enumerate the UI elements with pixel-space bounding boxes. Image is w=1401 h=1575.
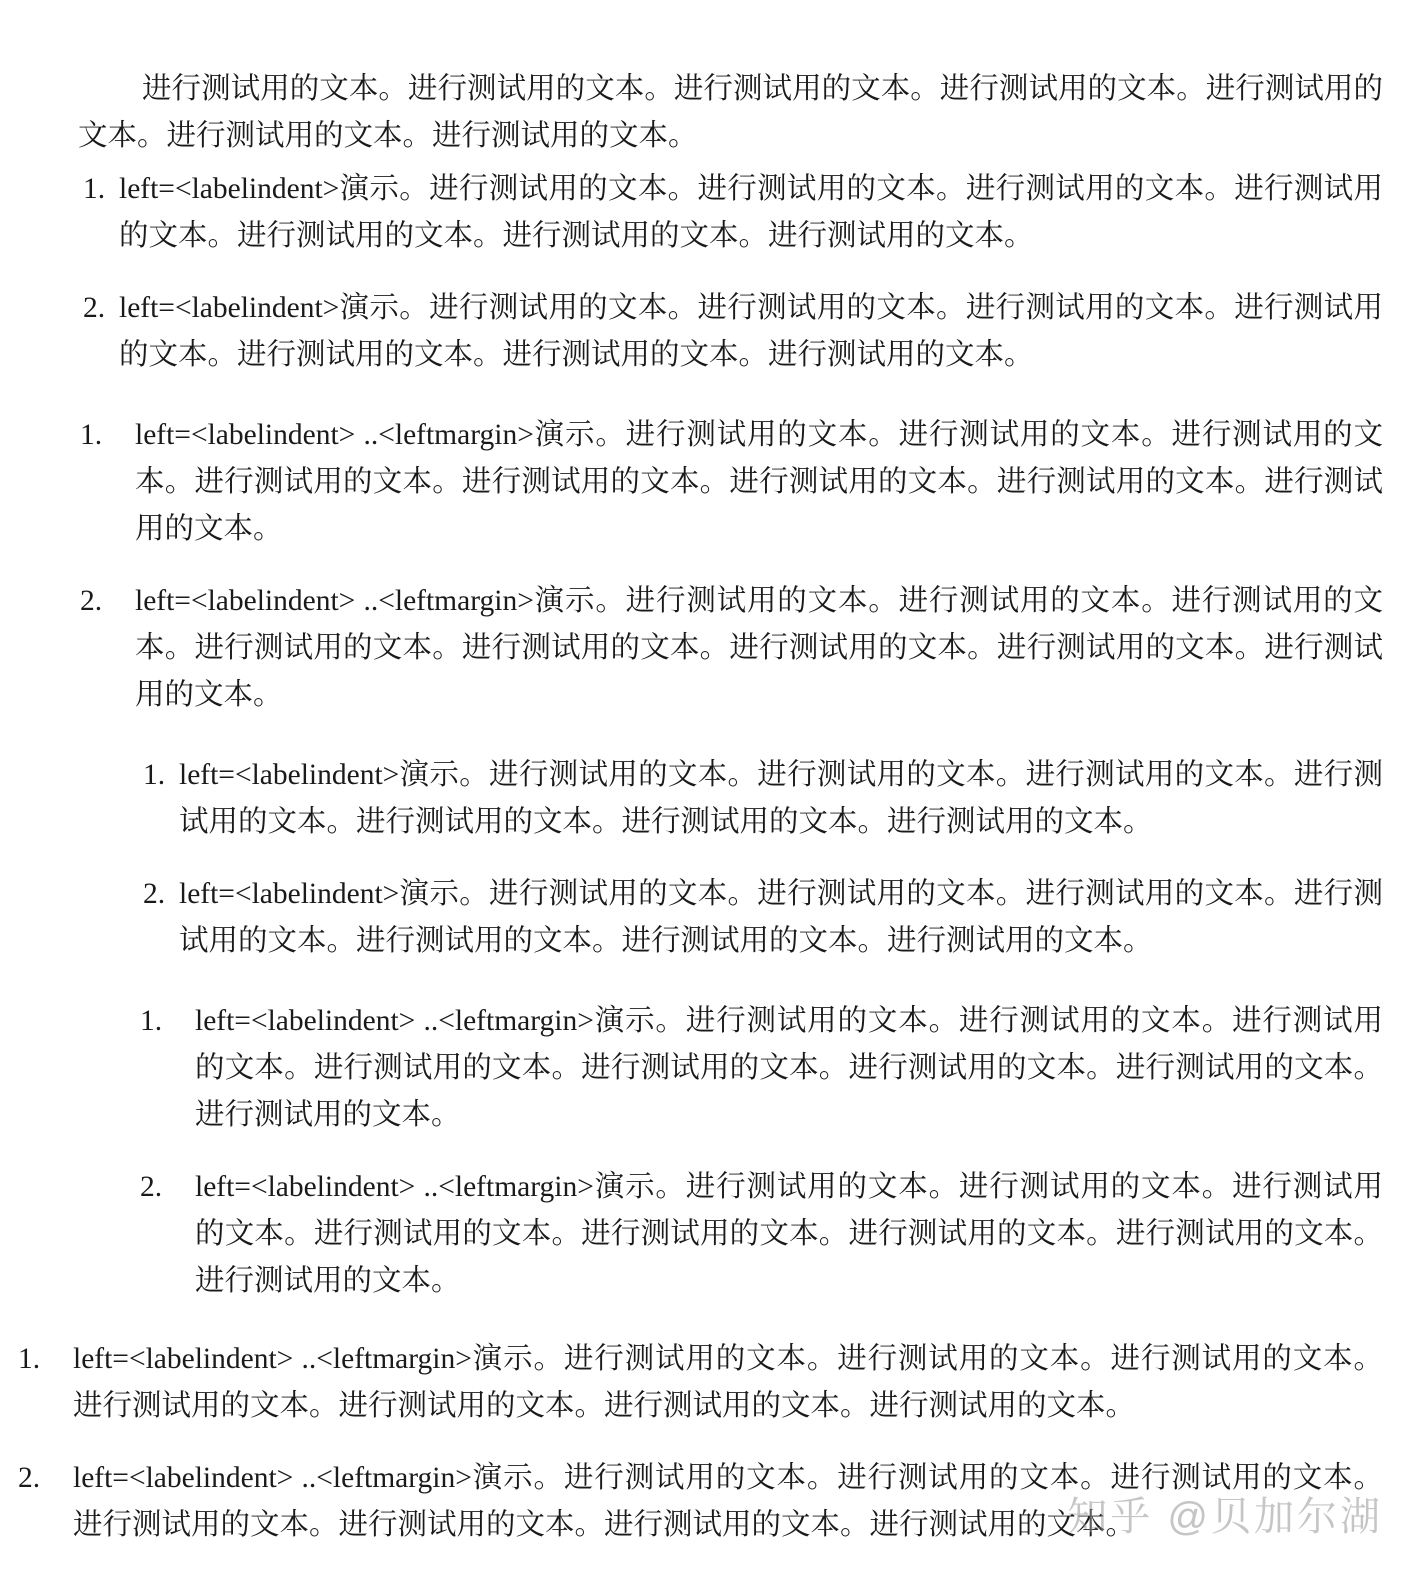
list-item-body [119,285,1383,379]
tag-labelindent: left=<labelindent> [179,759,400,791]
list-group-leftmargin-level2 [140,998,1383,1305]
list-marker: 2. [18,1462,41,1494]
list-marker: 2. [80,585,103,617]
list-item-text: 演示。进行测试用的文本。进行测试用的文本。进行测试用的文本。进行测试用的文本。进行测试用的文本。进行测试用的文本。进行测试用的文本。进行测试用的文本。 [195,1005,1383,1131]
list-group-leftmargin-level1 [80,412,1383,719]
list-item [18,1336,1383,1430]
list-marker: 2. [140,1171,163,1203]
tag-labelindent: left=<labelindent> [179,878,400,910]
list-item-text: 演示。进行测试用的文本。进行测试用的文本。进行测试用的文本。进行测试用的文本。进行测试用的文本。进行测试用的文本。进行测试用的文本。进行测试用的文本。 [135,585,1383,711]
list-item [143,871,1383,965]
list-item-body [135,412,1383,553]
list-item-text: 演示。进行测试用的文本。进行测试用的文本。进行测试用的文本。进行测试用的文本。进行测试用的文本。进行测试用的文本。进行测试用的文本。 [73,1343,1383,1422]
list-item-body [73,1336,1383,1430]
list-item-body [119,166,1383,260]
list-marker: 1. [18,1343,41,1375]
list-marker: 1. [140,1005,163,1037]
list-item-text: 演示。进行测试用的文本。进行测试用的文本。进行测试用的文本。进行测试用的文本。进行测试用的文本。进行测试用的文本。进行测试用的文本。进行测试用的文本。 [135,419,1383,545]
list-item-body [179,871,1383,965]
list-item [18,1455,1383,1549]
list-item-body [135,578,1383,719]
list-marker: 2. [83,292,106,324]
list-item-text: 演示。进行测试用的文本。进行测试用的文本。进行测试用的文本。进行测试用的文本。进行测试用的文本。进行测试用的文本。进行测试用的文本。进行测试用的文本。 [195,1171,1383,1297]
list-item-text: 演示。进行测试用的文本。进行测试用的文本。进行测试用的文本。进行测试用的文本。进行测试用的文本。进行测试用的文本。进行测试用的文本。 [119,173,1383,252]
list-marker: 1. [143,759,166,791]
list-group-labelindent-level1 [83,166,1383,379]
list-item [140,998,1383,1139]
list-marker: 2. [143,878,166,910]
list-item [143,752,1383,846]
list-group-leftmargin-outer [18,1336,1383,1549]
list-group-labelindent-level2 [143,752,1383,965]
list-item [80,578,1383,719]
watermark: 知乎 @贝加尔湖 [1067,1495,1383,1539]
list-item [83,166,1383,260]
tag-labelindent-leftmargin: left=<labelindent> ..<leftmargin> [195,1005,594,1037]
list-item-body [179,752,1383,846]
list-item-text: 演示。进行测试用的文本。进行测试用的文本。进行测试用的文本。进行测试用的文本。进行测试用的文本。进行测试用的文本。进行测试用的文本。 [179,878,1383,957]
tag-labelindent-leftmargin: left=<labelindent> ..<leftmargin> [135,419,534,451]
intro-paragraph: 进行测试用的文本。进行测试用的文本。进行测试用的文本。进行测试用的文本。进行测试用的文本。进行测试用的文本。进行测试用的文本。 [78,72,1383,152]
list-item [140,1164,1383,1305]
tag-labelindent-leftmargin: left=<labelindent> ..<leftmargin> [195,1171,594,1203]
list-item [80,412,1383,553]
list-item [83,285,1383,379]
list-item-body [73,1455,1383,1549]
list-item-text: 演示。进行测试用的文本。进行测试用的文本。进行测试用的文本。进行测试用的文本。进行测试用的文本。进行测试用的文本。进行测试用的文本。 [119,292,1383,371]
tag-labelindent: left=<labelindent> [119,173,340,205]
list-item-body [195,1164,1383,1305]
tag-labelindent-leftmargin: left=<labelindent> ..<leftmargin> [73,1343,472,1375]
list-item-text: 演示。进行测试用的文本。进行测试用的文本。进行测试用的文本。进行测试用的文本。进行测试用的文本。进行测试用的文本。进行测试用的文本。 [73,1462,1383,1541]
tag-labelindent-leftmargin: left=<labelindent> ..<leftmargin> [135,585,534,617]
tag-labelindent: left=<labelindent> [119,292,340,324]
list-marker: 1. [80,419,103,451]
list-item-body [195,998,1383,1139]
list-item-text: 演示。进行测试用的文本。进行测试用的文本。进行测试用的文本。进行测试用的文本。进行测试用的文本。进行测试用的文本。进行测试用的文本。 [179,759,1383,838]
list-marker: 1. [83,173,106,205]
tag-labelindent-leftmargin: left=<labelindent> ..<leftmargin> [73,1462,472,1494]
